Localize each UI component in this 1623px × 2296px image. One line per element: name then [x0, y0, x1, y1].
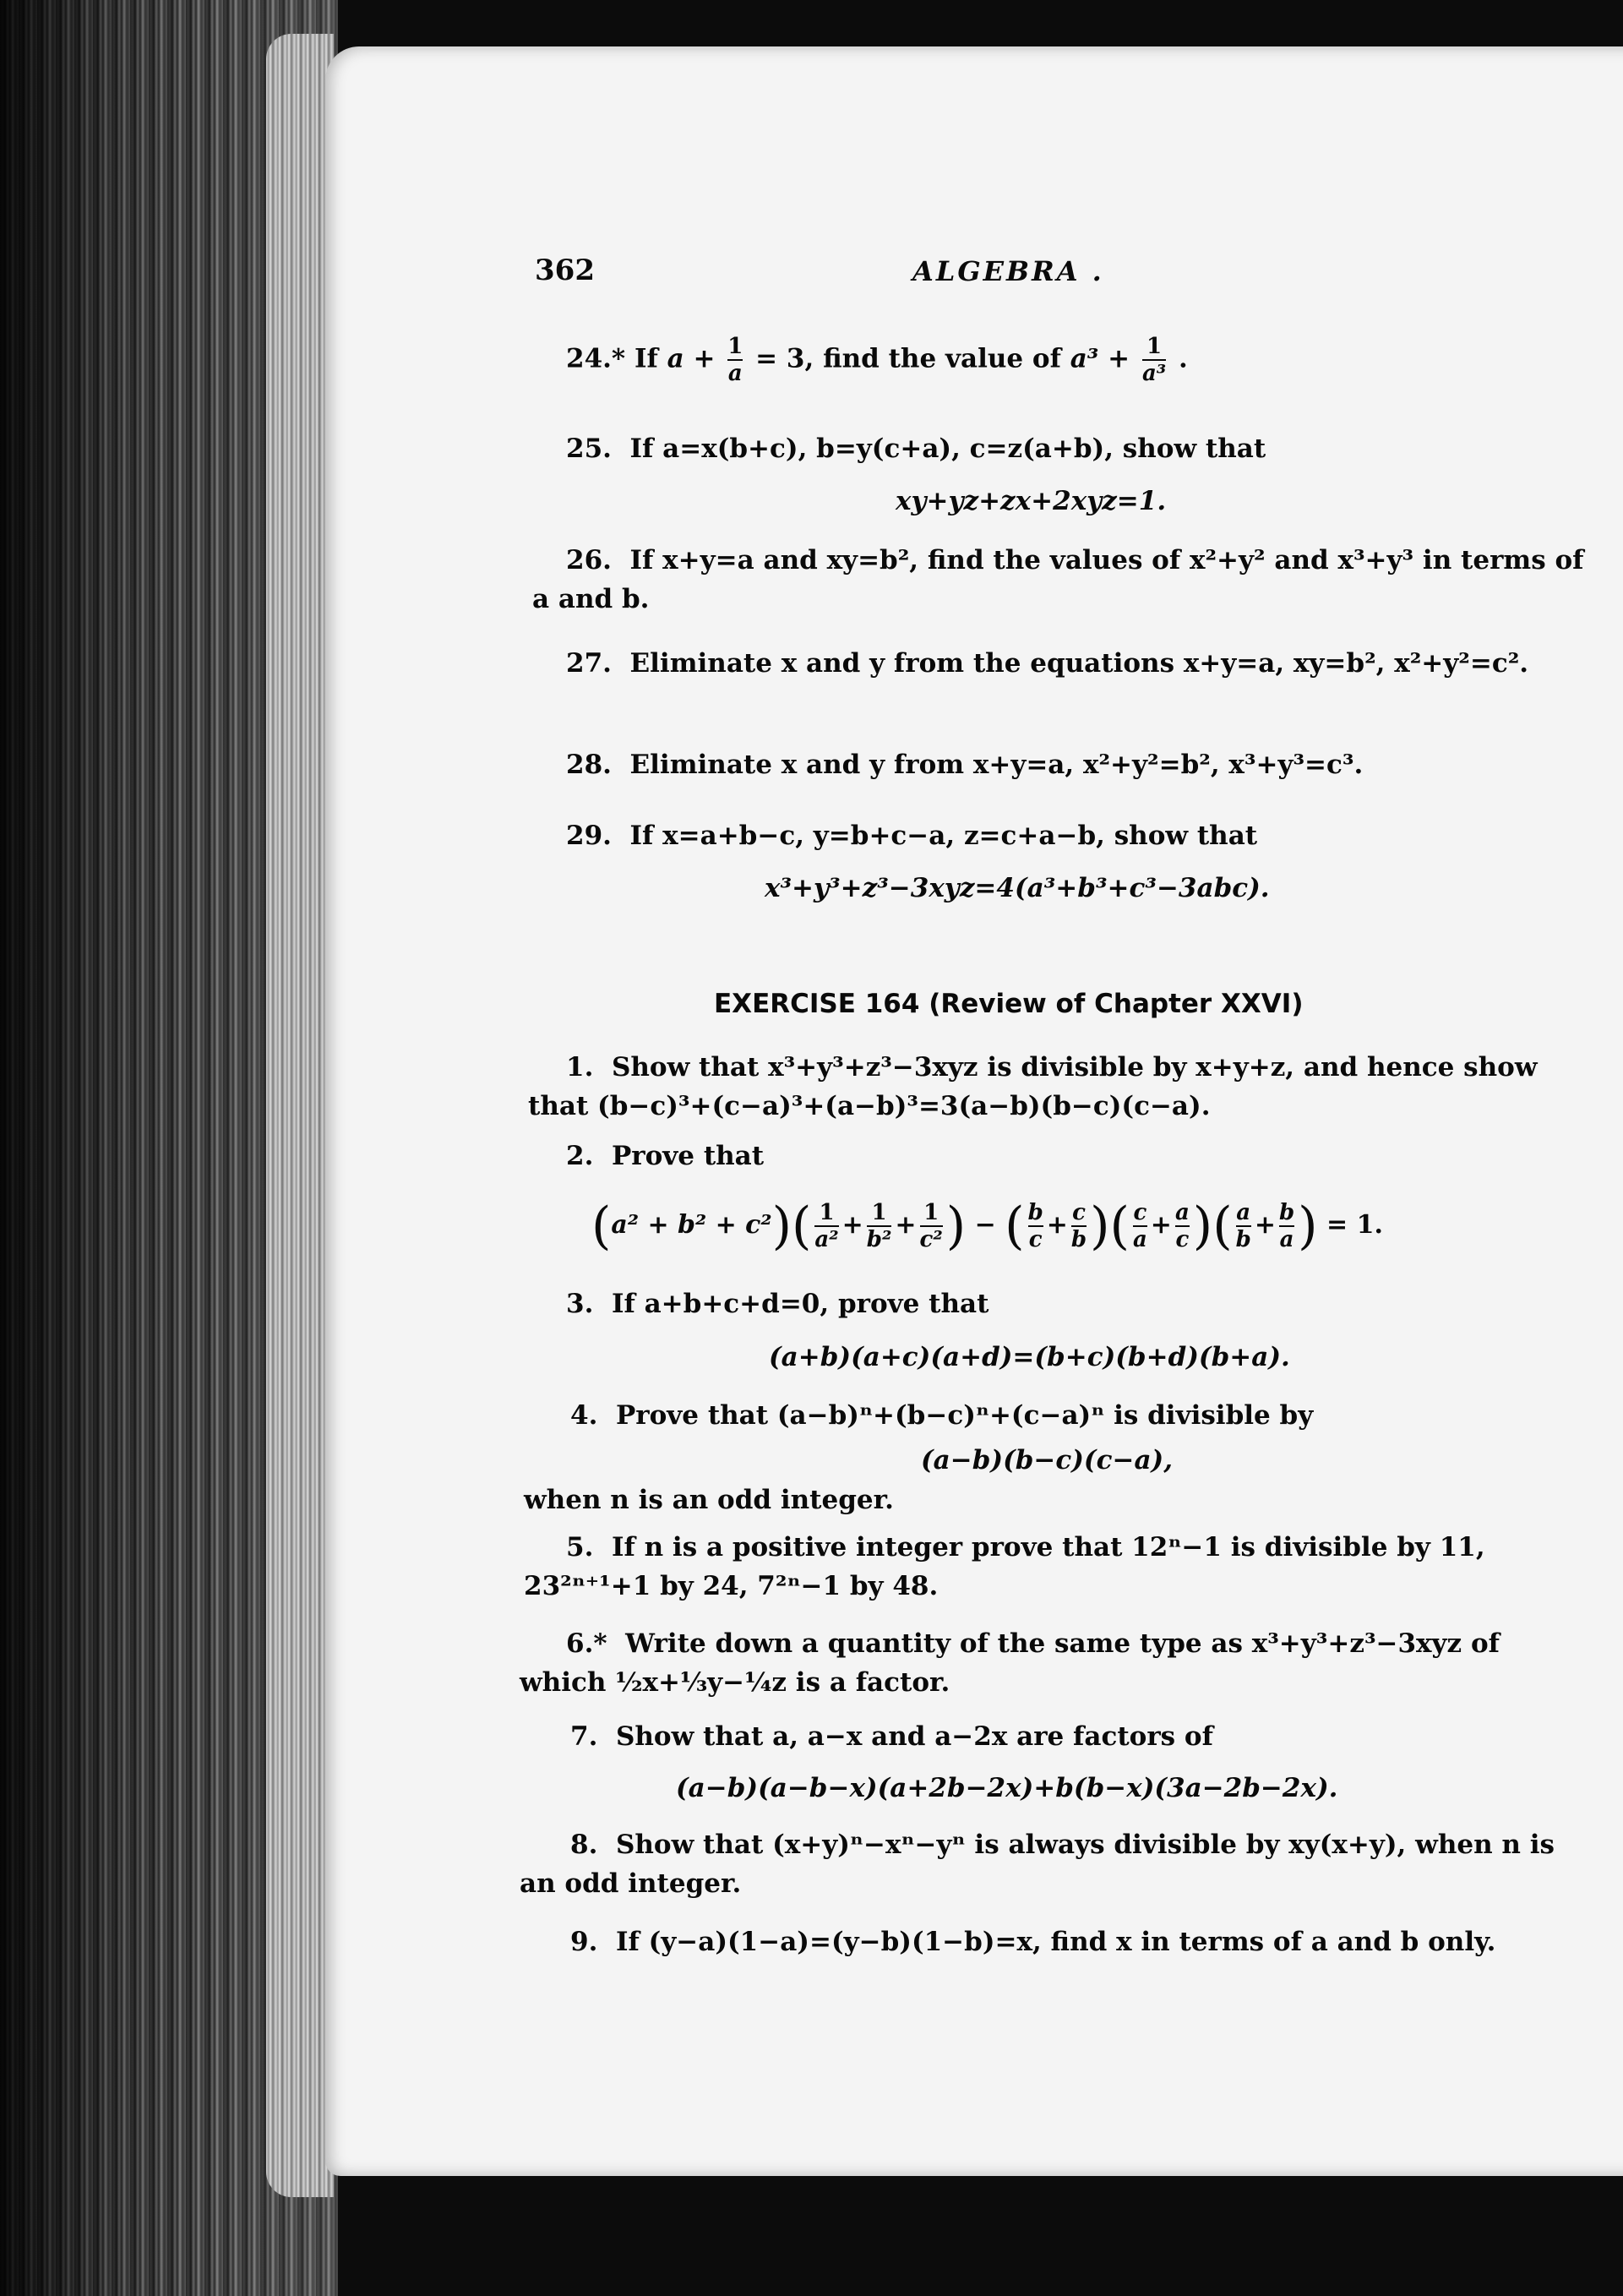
paren: )( [771, 1197, 812, 1256]
numerator: b [1027, 1200, 1043, 1225]
paren: ) [1298, 1197, 1318, 1256]
problem-number: 29. [566, 821, 612, 851]
fraction [1133, 1200, 1147, 1252]
numerator: 1 [871, 1200, 887, 1225]
problem-28 [566, 745, 1593, 784]
numerator: 1 [727, 334, 743, 359]
item-text: If a+b+c+d=0, prove that [611, 1289, 989, 1319]
problem-text: If x=a+b−c, y=b+c−a, z=c+a−b, show that [629, 821, 1258, 851]
denominator: b [1070, 1227, 1087, 1252]
exercise-item-5 [524, 1528, 1593, 1606]
problem-26 [532, 541, 1593, 619]
exercise-item-8 [520, 1825, 1593, 1903]
paren: )( [1192, 1197, 1233, 1256]
fraction [727, 334, 743, 386]
exercise-item-6 [520, 1624, 1593, 1702]
item-number: 3. [566, 1289, 594, 1319]
problem-24 [566, 334, 1188, 386]
item-number: 6.* [566, 1628, 607, 1659]
numerator: c [1133, 1200, 1147, 1225]
fraction [1071, 1200, 1087, 1252]
problem-text: = 3, find the value of [755, 343, 1070, 374]
paren: )( [1090, 1197, 1130, 1256]
problem-25 [566, 429, 1580, 468]
paren: ( [1005, 1197, 1025, 1256]
problem-29 [566, 816, 1593, 855]
exercise-heading: EXERCISE 164 (Review of Chapter XXVI) [714, 989, 1304, 1019]
denominator: b² [866, 1227, 892, 1252]
item-continuation: when n is an odd integer. [524, 1485, 894, 1515]
item-number: 2. [566, 1141, 594, 1171]
problem-number: 28. [566, 750, 612, 780]
expr: = 1. [1326, 1210, 1383, 1240]
paren: ( [591, 1197, 612, 1256]
item-text: Show that a, a−x and a−2x are factors of [615, 1721, 1213, 1752]
problem-text: If [634, 343, 667, 374]
item-number: 1. [566, 1052, 594, 1083]
item-number: 9. [570, 1927, 598, 1957]
item-number: 8. [570, 1830, 598, 1860]
item-number: 5. [566, 1532, 594, 1562]
item-text: If n is a positive integer prove that 12ⁿ−1 is divisible by 11, 23²ⁿ⁺¹+1 by 24, 7²ⁿ−1 by 48. [524, 1532, 1485, 1601]
problem-text: Eliminate x and y from the equations x+y=a, xy=b², x²+y²=c². [629, 648, 1529, 679]
numerator: a [1174, 1200, 1190, 1225]
fraction [1142, 334, 1166, 386]
denominator: a [1132, 1227, 1147, 1252]
denominator: c [1175, 1227, 1190, 1252]
display-equation: (a−b)(b−c)(c−a), [921, 1445, 1173, 1475]
problem-number: 24.* [566, 343, 626, 374]
expr: a² + b² + c² [611, 1210, 772, 1240]
problem-text: Eliminate x and y from x+y=a, x²+y²=b², x³+y³=c³. [629, 750, 1364, 780]
display-equation-2: (a² + b² + c²)( $\frac{1}{\text{a²}}$ + $\frac{1}{\text{b²}}$ + $\frac{1}{\text{c²}}$ ) − ( $\frac{b}{c}$ + $\frac{c}{b}$ )( $\frac{c}{a}$ + $\frac{a}{c}$ )( $\frac{a}{b}$ + $\frac{b}{a}$ ) = 1. [591, 1197, 1383, 1256]
exercise-item-2 [566, 1137, 764, 1175]
item-text: If (y−a)(1−a)=(y−b)(1−b)=x, find x in terms of a and b only. [615, 1927, 1496, 1957]
numerator: 1 [923, 1200, 939, 1225]
numerator: a [1236, 1200, 1251, 1225]
item-text: Show that (x+y)ⁿ−xⁿ−yⁿ is always divisible by xy(x+y), when n is an odd integer. [520, 1830, 1555, 1899]
display-equation: (a+b)(a+c)(a+d)=(b+c)(b+d)(b+a). [769, 1342, 1290, 1372]
denominator: a² [814, 1227, 839, 1252]
denominator: a [727, 361, 743, 386]
fraction [920, 1200, 943, 1252]
fraction [867, 1200, 892, 1252]
exercise-item-3 [566, 1284, 989, 1323]
denominator: a [1279, 1227, 1294, 1252]
item-text: Write down a quantity of the same type as x³+y³+z³−3xyz of which ½x+⅓y−¼z is a factor. [520, 1628, 1500, 1698]
numerator: 1 [819, 1200, 835, 1225]
exercise-item-9 [570, 1922, 1597, 1961]
numerator: 1 [1146, 334, 1163, 359]
exercise-item-4 [570, 1396, 1313, 1435]
problem-text: . [1178, 343, 1188, 374]
paren: ) [945, 1197, 967, 1256]
display-equation: x³+y³+z³−3xyz=4(a³+b³+c³−3abc). [765, 873, 1270, 903]
problem-number: 27. [566, 648, 612, 679]
problem-number: 25. [566, 434, 612, 464]
running-title: ALGEBRA . [912, 255, 1104, 287]
item-number: 4. [570, 1400, 598, 1431]
exercise-item-7 [570, 1717, 1213, 1756]
fraction [1279, 1200, 1294, 1252]
fraction [814, 1200, 838, 1252]
problem-text: If x+y=a and xy=b², find the values of x²+y² and x³+y³ in terms of a and b. [532, 545, 1584, 614]
fraction [1236, 1200, 1251, 1252]
problem-number: 26. [566, 545, 612, 575]
denominator: b [1235, 1227, 1251, 1252]
item-text: Show that x³+y³+z³−3xyz is divisible by x+y+z, and hence show that (b−c)³+(c−a)³+(a−b)³=3(a−b)(b−c)(c−a). [528, 1052, 1538, 1121]
item-number: 7. [570, 1721, 598, 1752]
item-text: Prove that [611, 1141, 765, 1171]
display-equation: xy+yz+zx+2xyz=1. [896, 486, 1167, 516]
denominator: a³ [1141, 361, 1167, 386]
problem-text: If a=x(b+c), b=y(c+a), c=z(a+b), show that [629, 434, 1266, 464]
problem-27 [532, 644, 1593, 683]
page-number: 362 [535, 254, 595, 287]
display-equation: (a−b)(a−b−x)(a+2b−2x)+b(b−x)(3a−2b−2x). [676, 1773, 1338, 1803]
numerator: c [1072, 1200, 1086, 1225]
page-edges [266, 34, 334, 2197]
problem-expr: a + [667, 343, 725, 374]
item-text: Prove that (a−b)ⁿ+(b−c)ⁿ+(c−a)ⁿ is divisible by [615, 1400, 1314, 1431]
denominator: c² [919, 1227, 943, 1252]
numerator: b [1278, 1200, 1295, 1225]
problem-expr: a³ + [1070, 343, 1139, 374]
denominator: c [1028, 1227, 1043, 1252]
fraction [1175, 1200, 1190, 1252]
exercise-item-1 [528, 1048, 1597, 1126]
fraction [1028, 1200, 1043, 1252]
